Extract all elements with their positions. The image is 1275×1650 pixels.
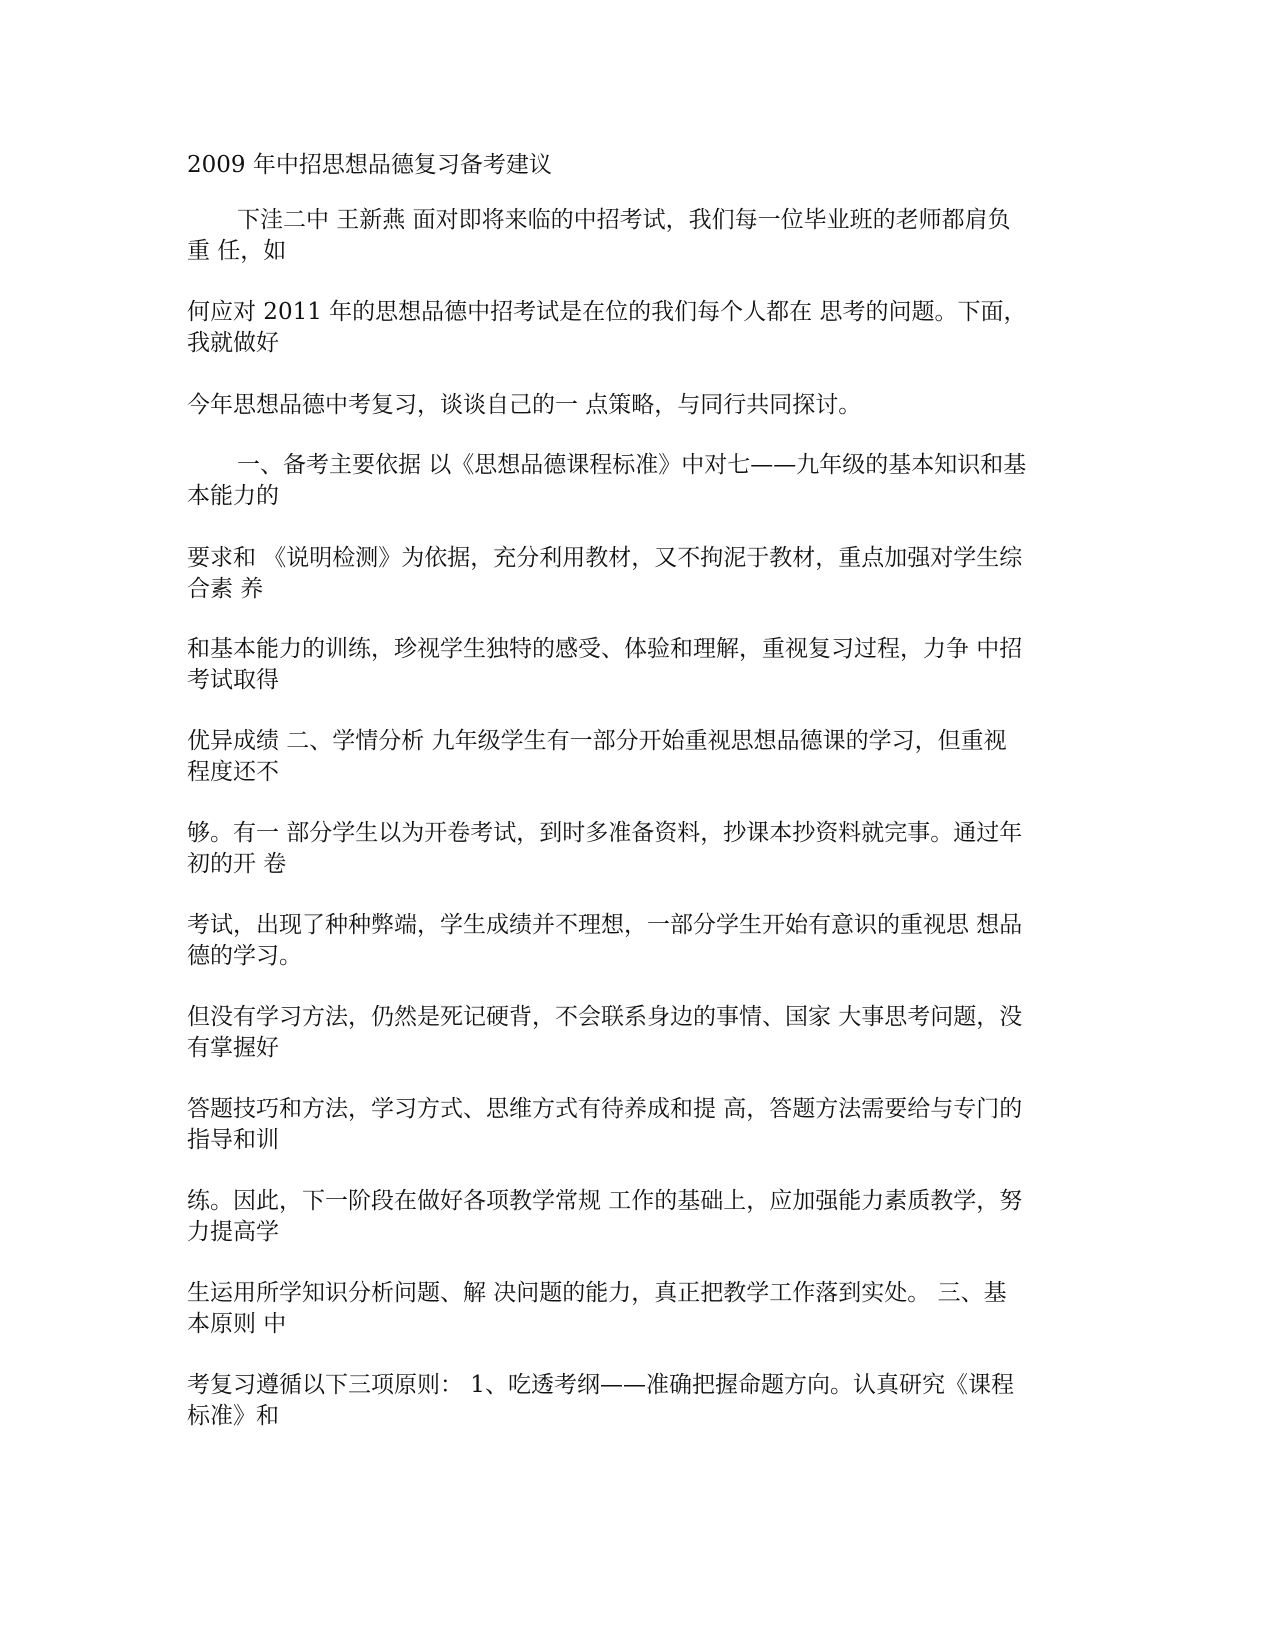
paragraph-5 [187, 543, 1087, 605]
paragraph-line: 本原则 中 [187, 1311, 287, 1337]
paragraph-9 [187, 910, 1087, 972]
paragraph-line: 答题技巧和方法，学习方式、思维方式有待养成和提 高，答题方法需要给与专门的 [187, 1096, 1023, 1122]
paragraph-line: 今年思想品德中考复习，谈谈自己的一 点策略，与同行共同探讨。 [187, 392, 862, 418]
paragraph-3 [187, 390, 1087, 421]
paragraph-13 [187, 1278, 1087, 1340]
paragraph-line: 够。有一 部分学生以为开卷考试，到时多准备资料，抄课本抄资料就完事。通过年 [187, 820, 1023, 846]
paragraph-line: 生运用所学知识分析问题、解 决问题的能力，真正把教学工作落到实处。 三、基 [187, 1280, 1007, 1306]
paragraph-line: 标准》和 [187, 1403, 279, 1429]
paragraph-line: 何应对 2011 年的思想品德中招考试是在位的我们每个人都在 思考的问题。下面， [187, 299, 1027, 325]
paragraph-line: 有掌握好 [187, 1035, 279, 1061]
paragraph-line: 考试，出现了种种弊端，学生成绩并不理想，一部分学生开始有意识的重视思 想品 [187, 912, 1023, 938]
document-title: 2009 年中招思想品德复习备考建议 [187, 152, 552, 178]
paragraph-1 [187, 205, 1137, 267]
paragraph-10 [187, 1002, 1087, 1064]
paragraph-line: 优异成绩 二、学情分析 九年级学生有一部分开始重视思想品德课的学习，但重视 [187, 728, 1007, 754]
paragraph-line: 一、备考主要依据 以《思想品德课程标准》中对七——九年级的基本知识和基 [237, 452, 1027, 478]
paragraph-line: 考复习遵循以下三项原则： 1、吃透考纲——准确把握命题方向。认真研究《课程 [187, 1372, 1014, 1398]
paragraph-14 [187, 1370, 1087, 1432]
paragraph-line: 要求和 《说明检测》为依据，充分利用教材，又不拘泥于教材，重点加强对学生综 [187, 545, 1023, 571]
paragraph-line: 力提高学 [187, 1219, 279, 1245]
paragraph-11 [187, 1094, 1087, 1156]
paragraph-6 [187, 634, 1087, 696]
paragraph-line: 练。因此，下一阶段在做好各项教学常规 工作的基础上，应加强能力素质教学，努 [187, 1188, 1023, 1214]
paragraph-line: 指导和训 [187, 1127, 279, 1153]
paragraph-8 [187, 818, 1087, 880]
paragraph-line: 合素 养 [187, 576, 264, 602]
paragraph-line: 但没有学习方法，仍然是死记硬背，不会联系身边的事情、国家 大事思考问题，没 [187, 1004, 1023, 1030]
paragraph-7 [187, 726, 1087, 788]
paragraph-12 [187, 1186, 1087, 1248]
paragraph-line: 程度还不 [187, 759, 279, 785]
paragraph-line: 德的学习。 [187, 943, 302, 969]
paragraph-4 [187, 450, 1137, 512]
paragraph-line: 和基本能力的训练，珍视学生独特的感受、体验和理解，重视复习过程，力争 中招 [187, 636, 1023, 662]
paragraph-line: 本能力的 [187, 483, 279, 509]
paragraph-2 [187, 297, 1087, 359]
paragraph-line: 我就做好 [187, 330, 279, 356]
paragraph-line: 初的开 卷 [187, 851, 287, 877]
paragraph-line: 下洼二中 王新燕 面对即将来临的中招考试，我们每一位毕业班的老师都肩负 [237, 207, 1011, 233]
paragraph-line: 考试取得 [187, 667, 279, 693]
paragraph-line: 重 任，如 [187, 238, 287, 264]
